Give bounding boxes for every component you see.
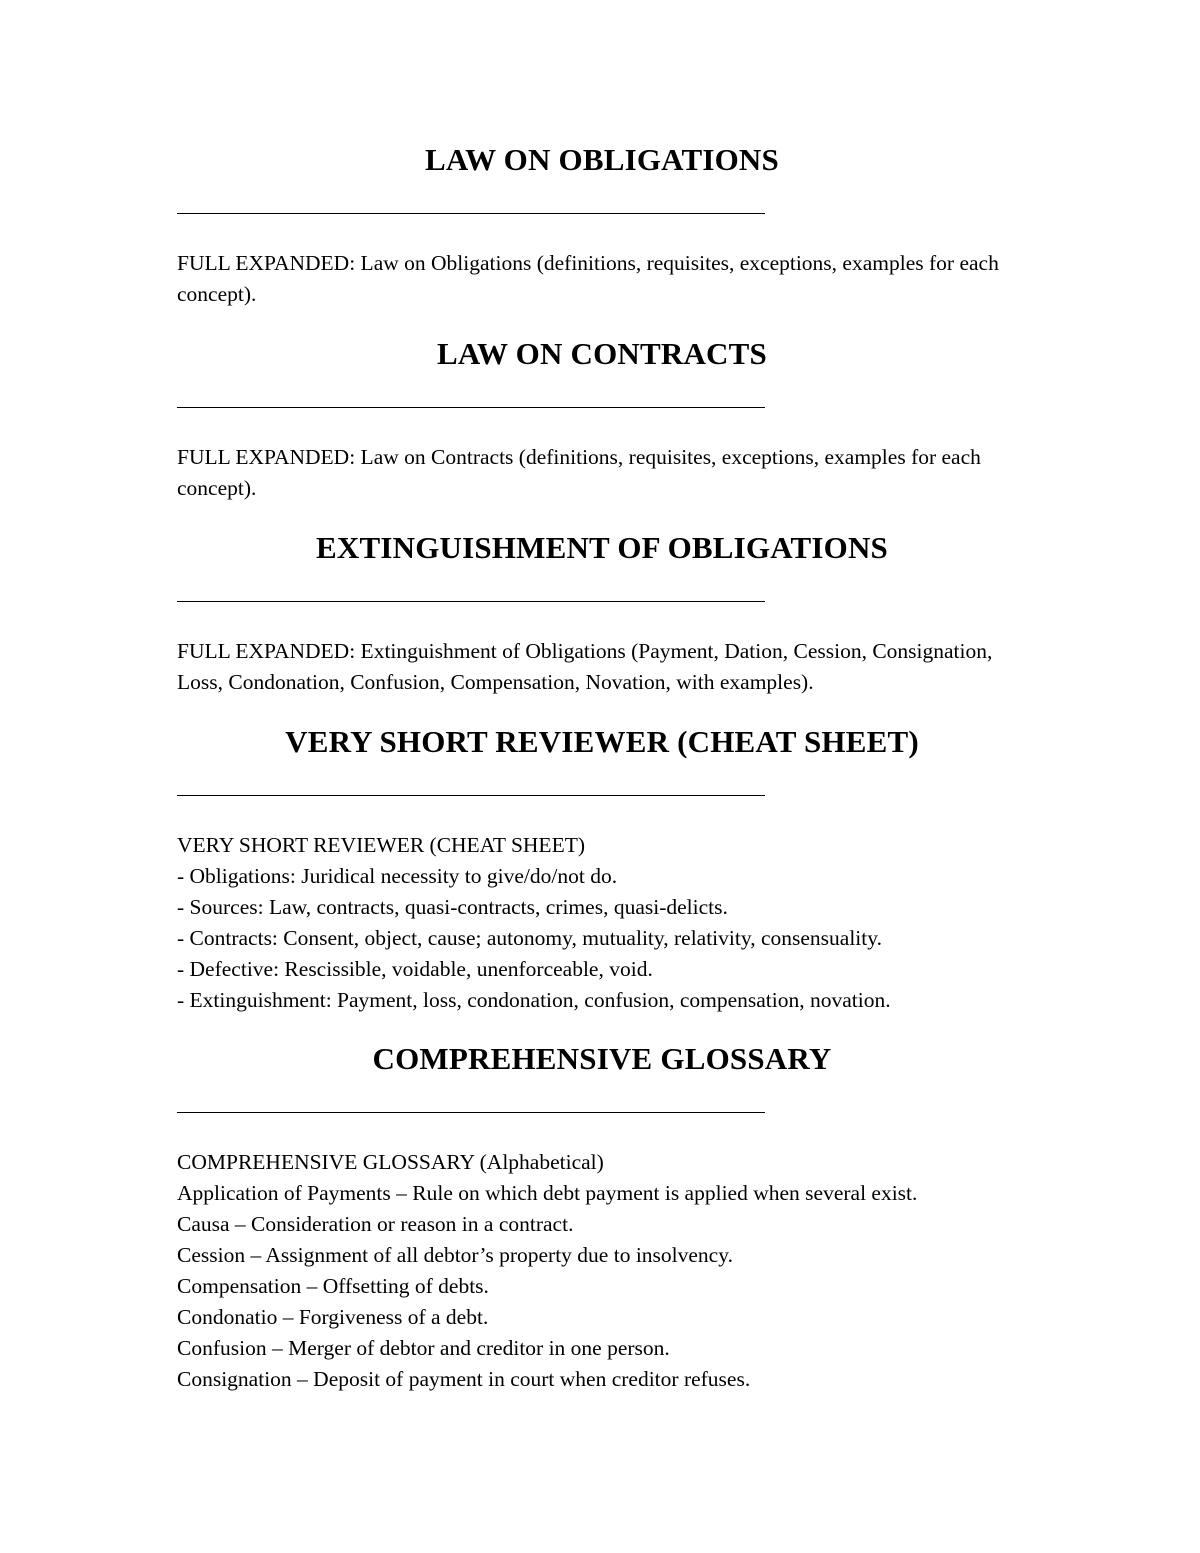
section-heading: EXTINGUISHMENT OF OBLIGATIONS <box>316 530 888 565</box>
section-extinguishment-of-obligations <box>177 530 1027 698</box>
section-very-short-reviewer <box>177 724 1027 1016</box>
list-item: - Contracts: Consent, object, cause; autonomy, mutuality, relativity, consensuality. <box>177 926 882 950</box>
list-item: COMPREHENSIVE GLOSSARY (Alphabetical) <box>177 1150 604 1174</box>
list-item: - Obligations: Juridical necessity to give/do/not do. <box>177 864 618 888</box>
section-comprehensive-glossary <box>177 1041 1027 1395</box>
list-item: Causa – Consideration or reason in a contract. <box>177 1212 574 1236</box>
section-divider <box>177 795 765 796</box>
section-divider <box>177 407 765 408</box>
section-heading: VERY SHORT REVIEWER (CHEAT SHEET) <box>285 724 919 759</box>
section-heading: LAW ON OBLIGATIONS <box>425 142 779 177</box>
list-item: VERY SHORT REVIEWER (CHEAT SHEET) <box>177 833 585 857</box>
list-item: Condonatio – Forgiveness of a debt. <box>177 1305 489 1329</box>
glossary-list <box>177 1147 1027 1395</box>
section-body: FULL EXPANDED: Extinguishment of Obligations (Payment, Dation, Cession, Consignation, Loss, Condonation, Confusion, Compensation, Novation, with examples). <box>177 639 993 694</box>
list-item: - Extinguishment: Payment, loss, condonation, confusion, compensation, novation. <box>177 988 891 1012</box>
section-body: FULL EXPANDED: Law on Contracts (definitions, requisites, exceptions, examples for each concept). <box>177 445 981 500</box>
list-item: - Defective: Rescissible, voidable, unenforceable, void. <box>177 957 653 981</box>
cheat-sheet-list <box>177 830 1027 1016</box>
list-item: Cession – Assignment of all debtor’s property due to insolvency. <box>177 1243 733 1267</box>
list-item: Confusion – Merger of debtor and creditor in one person. <box>177 1336 670 1360</box>
section-heading: COMPREHENSIVE GLOSSARY <box>372 1041 832 1076</box>
section-heading: LAW ON CONTRACTS <box>437 336 767 371</box>
list-item: Compensation – Offsetting of debts. <box>177 1274 489 1298</box>
list-item: Consignation – Deposit of payment in court when creditor refuses. <box>177 1367 751 1391</box>
list-item: - Sources: Law, contracts, quasi-contracts, crimes, quasi-delicts. <box>177 895 728 919</box>
section-body: FULL EXPANDED: Law on Obligations (definitions, requisites, exceptions, examples for each concept). <box>177 251 999 306</box>
section-law-on-obligations <box>177 142 1027 310</box>
section-law-on-contracts <box>177 336 1027 504</box>
section-divider <box>177 213 765 214</box>
section-divider <box>177 601 765 602</box>
section-divider <box>177 1112 765 1113</box>
list-item: Application of Payments – Rule on which debt payment is applied when several exist. <box>177 1181 918 1205</box>
